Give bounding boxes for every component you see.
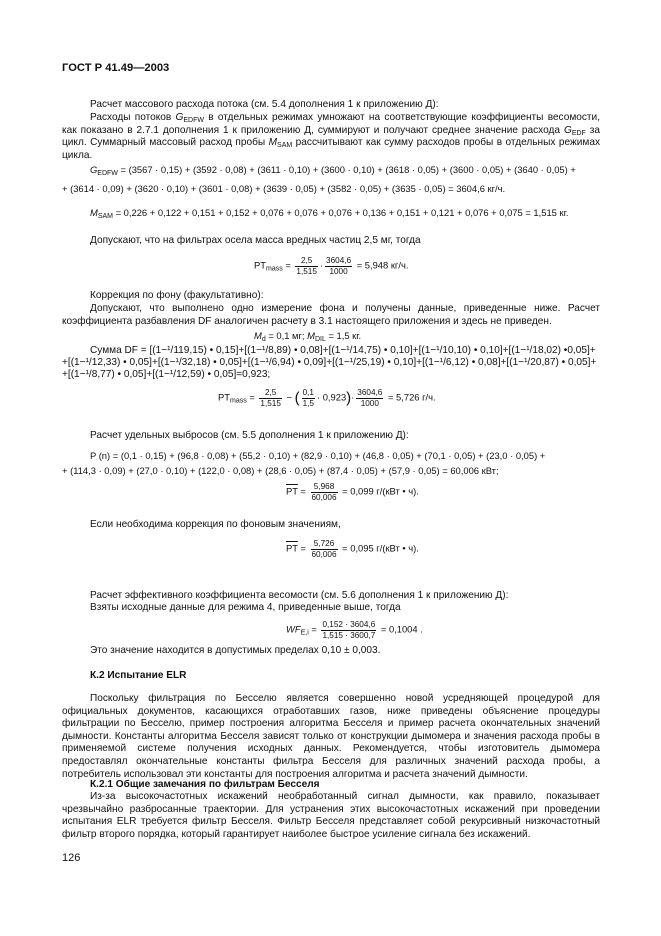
paragraph-bessel-general: Из-за высокочастотных искажений необработанный сигнал дымности, как правило, показывает чрезвычайно разбросанные траектории. Для устранения этих высокочастотных искажений при проведении испытания ELR требуется фильтр Бесселя. Фильтр Бесселя представляет собой рекурсивный низкочастотный фильтр второго порядка, который гарантирует наиболее быстрое усиление сигнала без искажений.	[62, 791, 600, 840]
equation-pt-specific-1: $\overline{PT}$ = $\frac{5,968}{60,006}$ = 0,099 г/(кВт • ч).	[286, 482, 419, 502]
equation-msam: $M_{SAM} = 0,226 + 0,122 + 0,151 + 0,152 + 0,076 + 0,076 + 0,076 + 0,136 + 0,151 + 0,121 + 0,076 + 0,075 = 1,515$ кг.	[90, 207, 569, 220]
equation-md-mdil: $M_d = 0,1$ мг; $M_{DIL} = 1,5$ кг.	[254, 330, 362, 343]
paragraph-weighting-title: Расчет эффективного коэффициента весомости (см. 5.6 дополнения 1 к приложению Д):	[90, 590, 509, 601]
paragraph-limits: Это значение находится в допустимых пределах 0,10 ± 0,003.	[90, 645, 381, 656]
equation-pt-mass-1: $PT_{mass}$ = $\frac{2,5}{1,515}$ · $\frac{3604,6}{1000}$ = 5,948 кг/ч.	[254, 256, 409, 276]
paragraph-bessel-intro: Поскольку фильтрация по Бесселю является совершенно новой усредняющей процедурой для официальных документов, касающихся отработавших газов, ниже приведены объяснение процедуры фильтрации по Бесселю, пример построения алгоритма Бесселя и пример расчета окончательных значений дымности. Константы алгоритма Бесселя зависят только от конструкции дымомера и значения расхода пробы в применяемой системе получения исходных данных. Рекомендуется, чтобы изготовитель дымомера предоставлял окончательные константы фильтра Бесселя для различных значений расхода пробы, а потребитель использовал эти константы для построения алгоритма и расчета значений дымности.	[62, 693, 600, 780]
paragraph-background-title: Коррекция по фону (факультативно):	[90, 290, 264, 301]
sum-df-line2: +[(1−¹/12,33) • 0,05]+[(1−¹/32,18) • 0,05]+[(1−¹/6,94) • 0,09]+[(1−¹/25,19) • 0,10]+[(1−¹/6,12) • 0,08]+[(1−¹/20,87) • 0,05]+	[62, 357, 597, 368]
equation-pt-specific-2: $\overline{PT}$ = $\frac{5,726}{60,006}$ = 0,095 г/(кВт • ч).	[286, 539, 419, 559]
paragraph-mass-flow-text: Расходы потоков $G_{EDFW}$ в отдельных режимах умножают на соответствующие коэффициенты весомости, как показано в 2.7.1 дополнения 1 к приложению Д, суммируют и получают среднее значение расхода $G_{EDF}$ за цикл. Суммарный массовый расход пробы $M_{SAM}$ рассчитывают как сумму расходов пробы в отдельных режимах цикла.	[62, 112, 601, 161]
paragraph-filter-mass: Допускают, что на фильтрах осела масса вредных частиц 2,5 мг, тогда	[90, 235, 421, 246]
document-header: ГОСТ Р 41.49—2003	[62, 62, 170, 74]
equation-gedfw-line2: + (3614 · 0,09) + (3620 · 0,10) + (3601 · 0,08) + (3639 · 0,05) + (3582 · 0,05) + (3635 · 0,05) = 3604,6 кг/ч.	[62, 183, 506, 194]
section-heading-k2: К.2 Испытание ELR	[90, 670, 187, 681]
equation-pn-line1: P (n) = (0,1 · 0,15) + (96,8 · 0,08) + (55,2 · 0,10) + (82,9 · 0,10) + (46,8 · 0,05) + (70,1 · 0,05) + (23,0 · 0,05) +	[90, 450, 546, 461]
paragraph-background-correction: Если необходима коррекция по фоновым значениям,	[90, 519, 341, 530]
equation-pn-line2: + (114,3 · 0,09) + (27,0 · 0,10) + (122,0 · 0,08) + (28,6 · 0,05) + (87,4 · 0,05) + (57,9 · 0,05) = 60,006 кВт;	[62, 465, 499, 476]
section-heading-k21: К.2.1 Общие замечания по фильтрам Бесселя	[90, 779, 320, 790]
sum-df-line1: Сумма DF = [(1−¹/119,15) • 0,15]+[(1−¹/8,89) • 0,08]+[(1−¹/14,75) • 0,10]+[(1−¹/10,10) • 0,10]+[(1−¹/18,02) •0,05]+	[90, 345, 596, 356]
equation-wf: $WF_{E,i}$ = $\frac{0,152 \cdot 3604,6}{1,515 \cdot 3600,7}$ = 0,1004 .	[286, 620, 423, 640]
paragraph-specific-emissions: Расчет удельных выбросов (см. 5.5 дополнения 1 к приложению Д):	[90, 430, 409, 441]
equation-pt-mass-2: $PT_{mass}$ = $\frac{2,5}{1,515}$ − ( $\frac{0,1}{1,5}$ · 0,923)· $\frac{3604,6}{1000}$ = 5,726 г/ч.	[218, 388, 436, 408]
paragraph-weighting-text: Взяты исходные данные для режима 4, приведенные выше, тогда	[90, 602, 401, 613]
paragraph-background-text: Допускают, что выполнено одно измерение фона и получены данные, приведенные ниже. Расчет коэффициента разбавления DF аналогичен расчету в 3.1 настоящего приложения и здесь не приведен.	[62, 303, 600, 327]
sum-df-line3: +[(1−¹/8,77) • 0,05]+[(1−¹/12,59) • 0,05]=0,923;	[62, 369, 271, 380]
page-number: 126	[62, 852, 81, 864]
paragraph-mass-flow-title: Расчет массового расхода потока (см. 5.4 дополнения 1 к приложению Д):	[90, 99, 439, 110]
equation-gedfw-line1: $G_{EDFW} = (3567 \cdot 0,15) + (3592 \cdot 0,08) + (3611 \cdot 0,10) + (3600 \cdot 0,10) + (3618 \cdot 0,05) + (3600 \cdot 0,05) + (3640 \cdot 0,05)$ +	[90, 164, 576, 177]
